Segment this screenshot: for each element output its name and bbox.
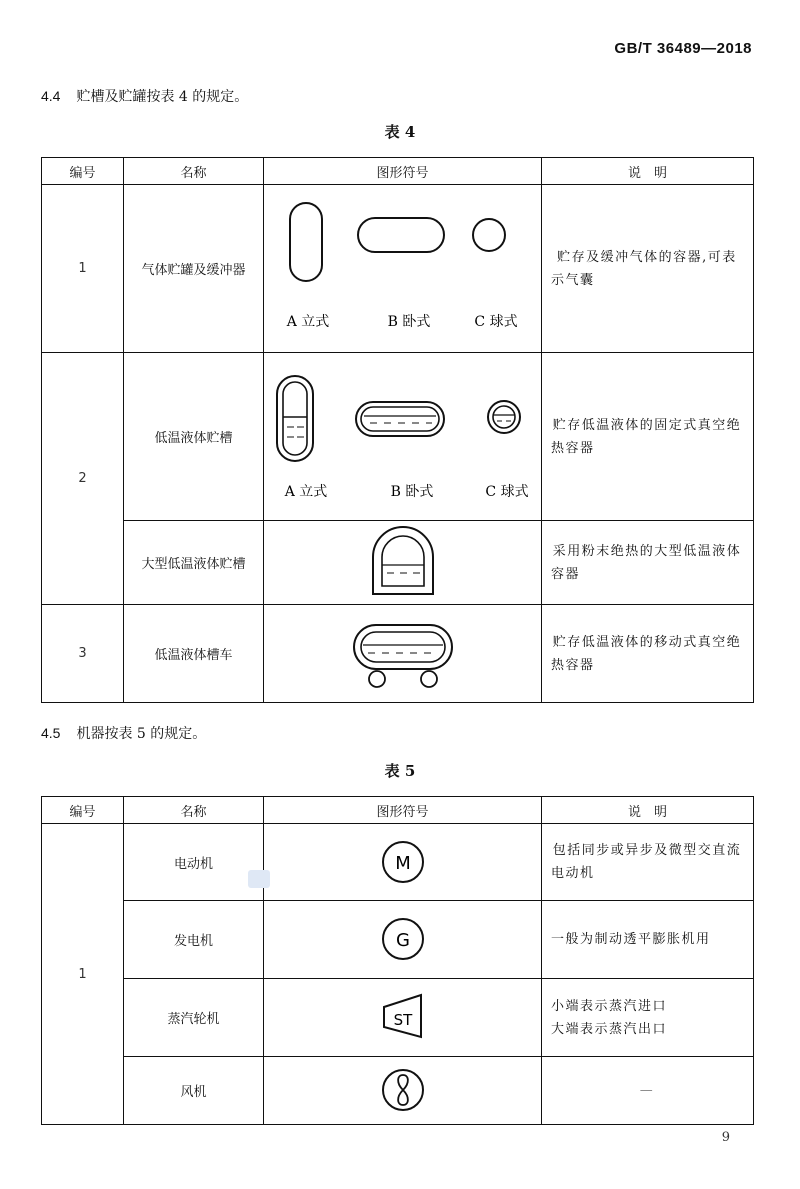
section-number: 4.5 xyxy=(41,725,61,741)
table-4 xyxy=(41,157,754,703)
header-name: 名称 xyxy=(124,797,264,824)
label-spherical: C 球式 xyxy=(474,314,518,330)
gas-storage-tank-symbols xyxy=(264,185,542,352)
row-name: 风机 xyxy=(124,1057,264,1125)
row-description: 贮存及缓冲气体的容器,可表示气囊 xyxy=(542,185,754,353)
row-symbol xyxy=(264,185,542,353)
header-symbol: 图形符号 xyxy=(264,797,542,824)
label-vertical: A 立式 xyxy=(286,314,330,330)
section-4-5 xyxy=(41,723,206,743)
row-description: 一般为制动透平膨胀机用 xyxy=(542,901,754,979)
header-number: 编号 xyxy=(42,158,124,185)
horizontal-tank-icon xyxy=(358,218,444,252)
table-5-title: 表 5 xyxy=(384,762,416,780)
watermark-logo xyxy=(248,870,270,888)
label-horizontal: B 卧式 xyxy=(387,314,431,330)
row-description: 包括同步或异步及微型交直流电动机 xyxy=(542,824,754,901)
table-row xyxy=(42,901,754,979)
row-symbol xyxy=(264,979,542,1057)
header-number: 编号 xyxy=(42,797,124,824)
steam-turbine-letters: ST xyxy=(393,1011,413,1029)
section-text: 贮槽及贮罐按表 4 的规定。 xyxy=(76,89,249,105)
spherical-cryogenic-tank-icon xyxy=(488,401,520,433)
description-line: 大端表示蒸汽出口 xyxy=(551,1021,668,1037)
motor-icon xyxy=(264,824,542,900)
generator-icon xyxy=(264,901,542,978)
cryogenic-tanker-icon xyxy=(354,625,452,687)
row-description: 贮存低温液体的固定式真空绝热容器 xyxy=(542,353,754,521)
table-row xyxy=(42,605,754,703)
table-5 xyxy=(41,796,754,1125)
header-description: 说 明 xyxy=(542,158,754,185)
row-symbol xyxy=(264,1057,542,1125)
row-symbol xyxy=(264,824,542,901)
header-name: 名称 xyxy=(124,158,264,185)
row-symbol xyxy=(264,901,542,979)
table-header-row xyxy=(42,158,754,185)
row-number: 1 xyxy=(42,824,124,1125)
row-name: 低温液体槽车 xyxy=(124,605,264,703)
table-row xyxy=(42,1057,754,1125)
section-number: 4.4 xyxy=(41,88,61,104)
generator-letter: G xyxy=(396,930,410,951)
vertical-tank-icon xyxy=(290,203,322,281)
table-row xyxy=(42,185,754,353)
row-description: 贮存低温液体的移动式真空绝热容器 xyxy=(542,605,754,703)
label-spherical: C 球式 xyxy=(485,484,529,500)
table-row xyxy=(42,824,754,901)
row-symbol xyxy=(264,521,542,605)
row-name: 大型低温液体贮槽 xyxy=(124,521,264,605)
row-number: 3 xyxy=(42,605,124,703)
vertical-cryogenic-tank-icon xyxy=(277,376,313,461)
spherical-tank-icon xyxy=(473,219,505,251)
row-description: — xyxy=(542,1057,754,1125)
cryogenic-tanker-symbol xyxy=(264,605,542,702)
table-header-row xyxy=(42,797,754,824)
row-symbol xyxy=(264,353,542,521)
row-symbol xyxy=(264,605,542,703)
row-name: 电动机 xyxy=(124,824,264,901)
table-row xyxy=(42,521,754,605)
table-row xyxy=(42,353,754,521)
row-description: 采用粉末绝热的大型低温液体容器 xyxy=(542,521,754,605)
header-symbol: 图形符号 xyxy=(264,158,542,185)
row-number: 2 xyxy=(42,353,124,605)
horizontal-cryogenic-tank-icon xyxy=(356,402,444,436)
table-row xyxy=(42,979,754,1057)
steam-turbine-icon xyxy=(264,979,542,1056)
fan-icon xyxy=(264,1057,542,1124)
cryogenic-tank-symbols xyxy=(264,353,542,520)
label-horizontal: B 卧式 xyxy=(390,484,434,500)
description-line: 小端表示蒸汽进口 xyxy=(551,998,668,1014)
standard-code: GB/T 36489—2018 xyxy=(614,40,752,57)
row-name: 发电机 xyxy=(124,901,264,979)
row-name: 蒸汽轮机 xyxy=(124,979,264,1057)
header-description: 说 明 xyxy=(542,797,754,824)
table-4-title: 表 4 xyxy=(384,123,416,141)
row-name: 低温液体贮槽 xyxy=(124,353,264,521)
row-description xyxy=(542,979,754,1057)
page-number: 9 xyxy=(721,1130,730,1145)
large-cryogenic-tank-icon xyxy=(373,527,433,594)
label-vertical: A 立式 xyxy=(284,484,328,500)
section-text: 机器按表 5 的规定。 xyxy=(76,726,207,742)
large-cryogenic-tank-symbol xyxy=(264,521,542,604)
motor-letter: M xyxy=(395,853,411,874)
row-name: 气体贮罐及缓冲器 xyxy=(124,185,264,353)
section-4-4 xyxy=(41,86,248,106)
row-number: 1 xyxy=(42,185,124,353)
